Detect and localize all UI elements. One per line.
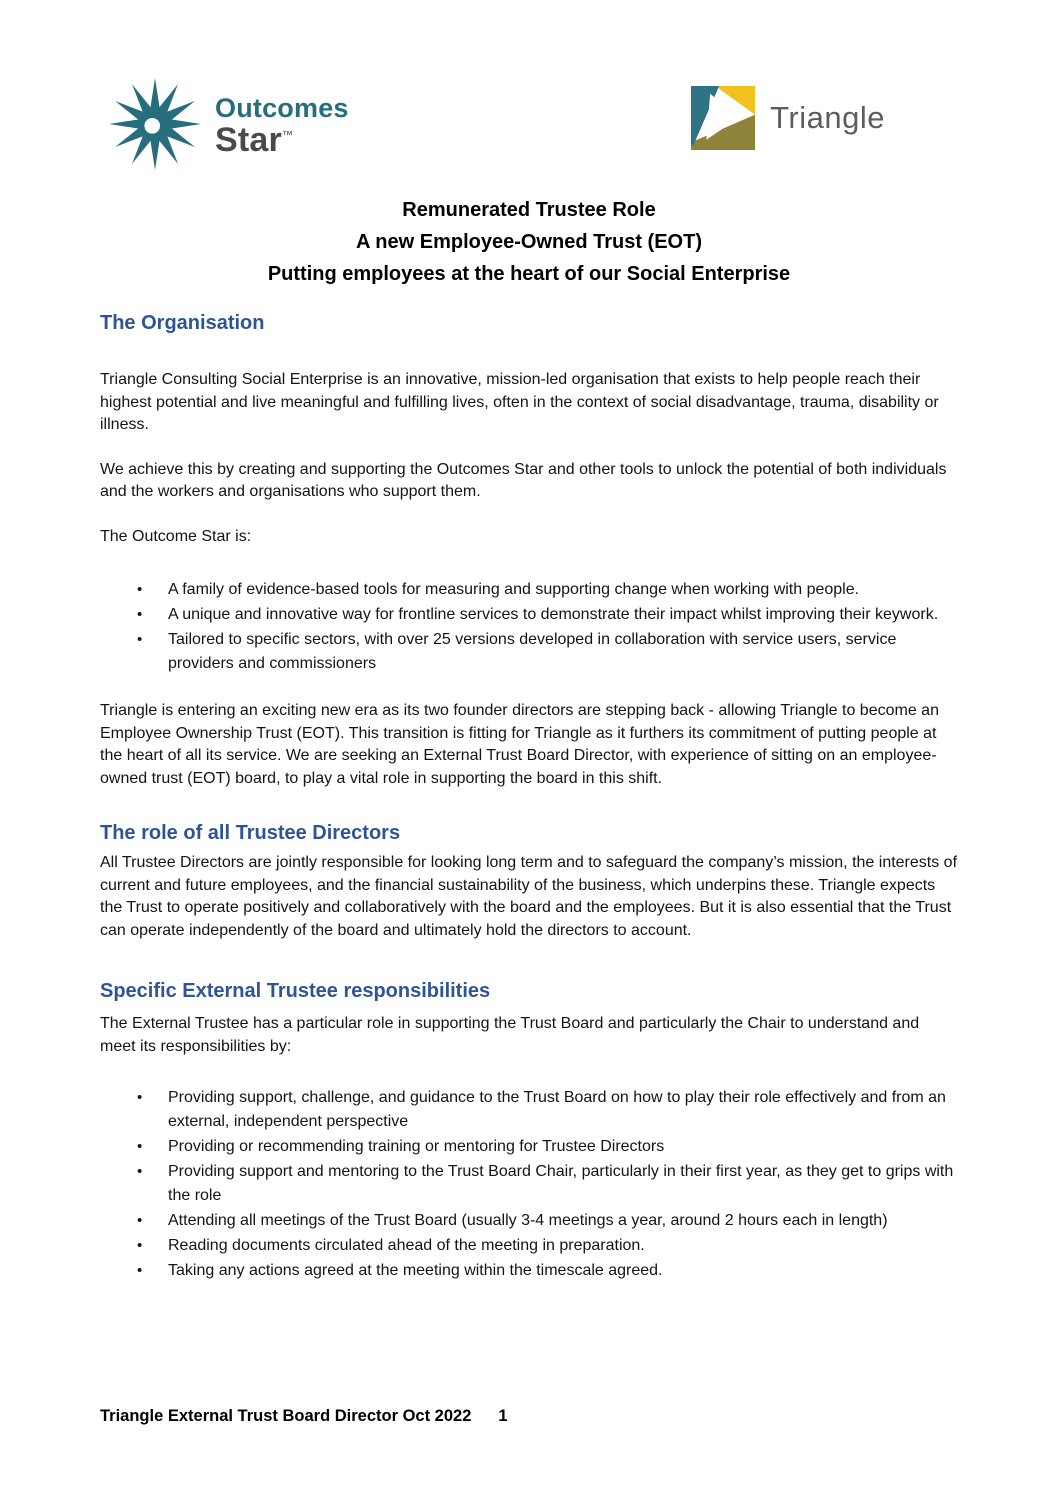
trademark-symbol: ™ [281, 129, 294, 142]
star-icon [105, 78, 205, 170]
title-line-2: A new Employee-Owned Trust (EOT) [356, 231, 702, 253]
triangle-wordmark: Triangle [770, 100, 885, 135]
list-item: • Taking any actions agreed at the meeting within the timescale agreed. [100, 1259, 958, 1283]
responsibilities-bullet-list [100, 1086, 958, 1283]
outcomes-word: Outcomes [215, 93, 349, 123]
list-item: • Providing support, challenge, and guidance to the Trust Board on how to play their role effectively and from an external, independent perspective [100, 1086, 958, 1134]
outcomes-star-bullet-list [100, 578, 958, 676]
section-heading-trustee-role: The role of all Trustee Directors [100, 822, 401, 844]
header-logos [0, 0, 1058, 170]
list-item: • Providing or recommending training or mentoring for Trustee Directors [100, 1135, 958, 1159]
triangle-icon [691, 86, 755, 150]
list-item: • Tailored to specific sectors, with over 25 versions developed in collaboration with service users, service providers and commissioners [100, 628, 958, 676]
page-number: 1 [498, 1407, 508, 1425]
star-word: Star™ [215, 121, 294, 159]
list-item: • Providing support and mentoring to the Trust Board Chair, particularly in their first year, as they get to grips with the role [100, 1160, 958, 1208]
external-trustee-paragraph: The External Trustee has a particular role in supporting the Trust Board and particularly the Chair to understand and meet its responsibilities by: [100, 1015, 920, 1055]
document-title [0, 194, 1058, 290]
outcomes-star-logo [105, 78, 349, 170]
footer-text: Triangle External Trust Board Director Oct 2022 [100, 1407, 472, 1425]
organisation-paragraph-4: Triangle is entering an exciting new era as its two founder directors are stepping back - allowing Triangle to become an Employee Ownership Trust (EOT). This transition is fitting for Triangle as it furthers its commitment of putting people at the heart of all its service. We are seeking an External Trust Board Director, with experience of sitting on an employee-owned trust (EOT) board, to play a vital role in supporting the board in this shift. [100, 702, 939, 787]
section-heading-organisation: The Organisation [100, 312, 265, 334]
list-item: • Reading documents circulated ahead of the meeting in preparation. [100, 1234, 958, 1258]
document-body [0, 312, 1058, 1283]
section-heading-external-trustee: Specific External Trustee responsibilities [100, 980, 491, 1002]
page-footer [100, 1407, 508, 1426]
list-item: • A family of evidence-based tools for measuring and supporting change when working with people. [100, 578, 958, 602]
organisation-paragraph-3: The Outcome Star is: [100, 527, 252, 545]
title-line-3: Putting employees at the heart of our Social Enterprise [267, 263, 791, 285]
trustee-role-paragraph: All Trustee Directors are jointly responsible for looking long term and to safeguard the company’s mission, the interests of current and future employees, and the financial sustainability of the business, which underpins these. Triangle expects the Trust to operate positively and collaboratively with the board and the employees. But it is also essential that the Trust can operate independently of the board and ultimately hold the directors to account. [100, 854, 958, 939]
list-item: • Attending all meetings of the Trust Board (usually 3-4 meetings a year, around 2 hours each in length) [100, 1209, 958, 1233]
list-item: • A unique and innovative way for frontline services to demonstrate their impact whilst improving their keywork. [100, 603, 958, 627]
triangle-logo [691, 86, 885, 150]
organisation-paragraph-2: We achieve this by creating and supporting the Outcomes Star and other tools to unlock the potential of both individuals and the workers and organisations who support them. [100, 460, 947, 500]
organisation-paragraph-1: Triangle Consulting Social Enterprise is an innovative, mission-led organisation that exists to help people reach their highest potential and live meaningful and fulfilling lives, often in the context of social disadvantage, trauma, disability or illness. [100, 371, 939, 433]
title-line-1: Remunerated Trustee Role [402, 199, 656, 221]
outcomes-star-wordmark [215, 91, 349, 157]
